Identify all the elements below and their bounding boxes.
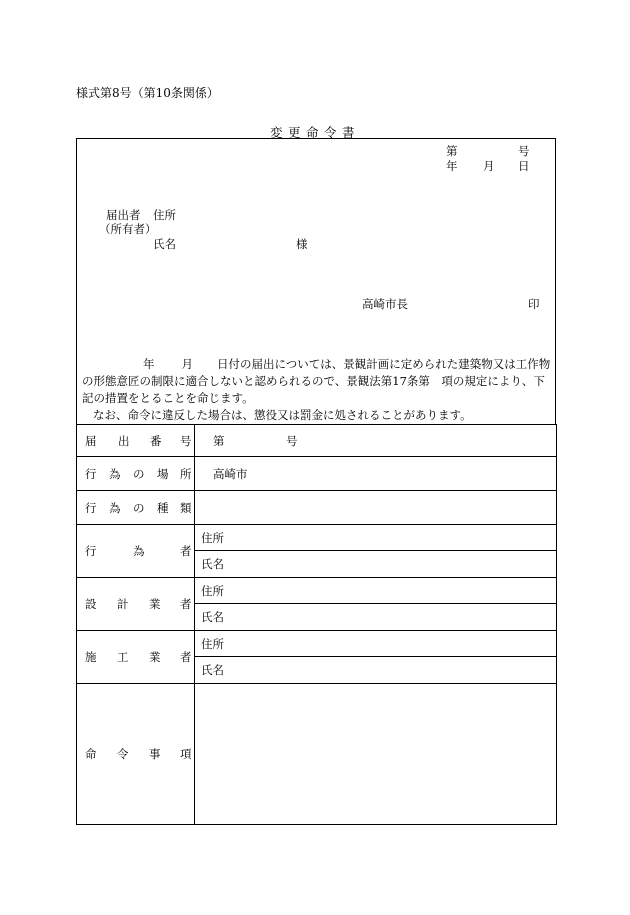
notice-number-suffix: 号 <box>286 433 298 448</box>
date-month: 月 <box>483 159 495 173</box>
form-code: 様式第8号（第10条関係） <box>76 86 219 100</box>
actor-name-label: 氏名 <box>195 551 557 578</box>
designer-address-label: 住所 <box>195 578 557 604</box>
honorific: 様 <box>296 237 308 251</box>
row-notice-number <box>77 425 557 457</box>
recipient-address-label: 住所 <box>153 208 176 222</box>
doc-number-suffix: 号 <box>518 144 530 158</box>
issuer-name: 高崎市長 <box>362 297 408 311</box>
row-order-items <box>77 684 557 825</box>
builder-address-label: 住所 <box>195 631 557 657</box>
row-actor-address <box>77 525 557 551</box>
title-char: 令 <box>324 125 337 140</box>
row-designer-address <box>77 578 557 604</box>
order-body <box>82 356 552 424</box>
owner-label: （所有者） <box>99 222 157 236</box>
penalty-notice: なお、命令に違反した場合は、懲役又は罰金に処されることがあります。 <box>93 408 472 422</box>
label-designer: 設 計 業 者 <box>77 578 195 631</box>
title-char: 更 <box>288 125 301 140</box>
title-char: 命 <box>306 125 319 140</box>
order-details-table <box>76 424 557 825</box>
recipient-label: 届出者 <box>106 208 141 222</box>
builder-name-label: 氏名 <box>195 657 557 684</box>
value-notice-number <box>195 425 557 457</box>
order-paragraph <box>82 356 552 407</box>
label-notice-number: 届 出 番 号 <box>77 425 195 457</box>
body-month: 月 <box>181 357 193 371</box>
label-order-items: 命 令 事 項 <box>77 684 195 825</box>
date-day: 日 <box>518 159 530 173</box>
seal-mark: 印 <box>528 297 540 311</box>
date-year: 年 <box>446 159 458 173</box>
label-kind: 行 為 の 種 類 <box>77 491 195 525</box>
value-kind <box>195 491 557 525</box>
row-kind <box>77 491 557 525</box>
doc-number-prefix: 第 <box>446 144 458 158</box>
body-text: 日付の届出については、景観計画に定められた建築物又は工作物の形態意匠の制限に適合しないと認められるので、景観法第17条第 項の規定により、下記の措置をとることを命じます。 <box>82 357 551 405</box>
title-char: 変 <box>270 125 283 140</box>
row-builder-address <box>77 631 557 657</box>
value-order-items <box>195 684 557 825</box>
notice-number-prefix: 第 <box>213 433 225 448</box>
row-place <box>77 457 557 491</box>
recipient-name-label: 氏名 <box>153 237 176 251</box>
label-builder: 施 工 業 者 <box>77 631 195 684</box>
body-year: 年 <box>143 357 155 371</box>
title-char: 書 <box>342 125 355 140</box>
label-actor: 行 為 者 <box>77 525 195 578</box>
actor-address-label: 住所 <box>195 525 557 551</box>
designer-name-label: 氏名 <box>195 604 557 631</box>
value-place: 高崎市 <box>195 457 557 491</box>
label-place: 行 為 の 場 所 <box>77 457 195 491</box>
